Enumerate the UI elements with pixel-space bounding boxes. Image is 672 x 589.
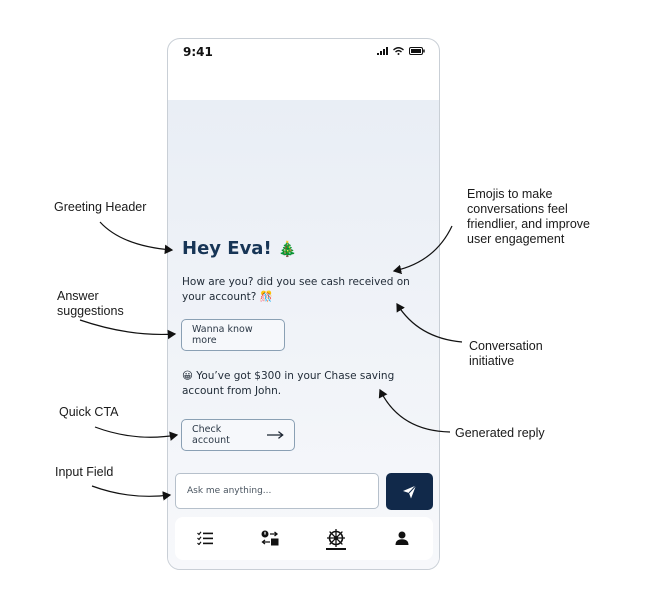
nav-profile[interactable] <box>389 525 415 551</box>
greeting-header <box>182 238 297 259</box>
check-account-button[interactable] <box>181 419 295 451</box>
send-icon <box>402 485 417 499</box>
reply-text: You’ve got $300 in your Chase saving account from John. <box>182 370 395 397</box>
signal-icon <box>377 47 388 55</box>
annotation-input-field: Input Field <box>55 465 114 479</box>
arrow-greeting-header <box>100 222 172 250</box>
suggestion-chip[interactable] <box>181 319 285 351</box>
suggestion-chip-label: Wanna know more <box>192 324 253 346</box>
annotation-emojis: Emojis to make conversations feel friendlier, and improve user engagement <box>467 187 590 246</box>
arrow-answer-suggestions <box>80 320 175 334</box>
greeting-text: Hey Eva! <box>182 238 272 259</box>
arrow-quick-cta <box>95 427 177 437</box>
helm-icon <box>326 528 346 548</box>
phone-frame <box>167 38 440 570</box>
nav-active-indicator <box>326 548 346 550</box>
annotation-answer-suggestions: Answer suggestions <box>57 289 124 318</box>
bottom-nav <box>175 517 433 560</box>
send-button[interactable] <box>386 473 433 510</box>
initiative-message <box>182 275 414 305</box>
profile-icon <box>395 531 409 545</box>
party-emoji: 🎊 <box>259 291 273 303</box>
generated-reply <box>182 369 414 399</box>
annotation-greeting-header: Greeting Header <box>54 200 147 214</box>
initiative-text: How are you? did you see cash received on your account? <box>182 276 410 303</box>
check-account-label: Check account <box>192 424 230 446</box>
annotation-generated-reply: Generated reply <box>455 426 545 440</box>
nav-transfer[interactable] <box>257 525 283 551</box>
annotation-conversation-initiative: Conversation initiative <box>469 339 543 368</box>
annotation-quick-cta: Quick CTA <box>59 405 119 419</box>
smile-emoji: 😀 <box>182 370 193 382</box>
status-icons <box>377 47 425 55</box>
status-time: 9:41 <box>183 45 213 59</box>
checklist-icon <box>197 531 213 545</box>
nav-checklist[interactable] <box>192 525 218 551</box>
battery-icon <box>409 47 425 55</box>
arrow-right-icon <box>267 431 284 439</box>
transfer-icon <box>261 530 279 546</box>
wifi-icon <box>393 47 404 55</box>
input-placeholder: Ask me anything... <box>187 486 272 496</box>
status-bar <box>168 39 439 67</box>
tree-emoji: 🎄 <box>277 240 297 258</box>
message-input[interactable] <box>175 473 379 509</box>
arrow-input-field <box>92 486 170 496</box>
